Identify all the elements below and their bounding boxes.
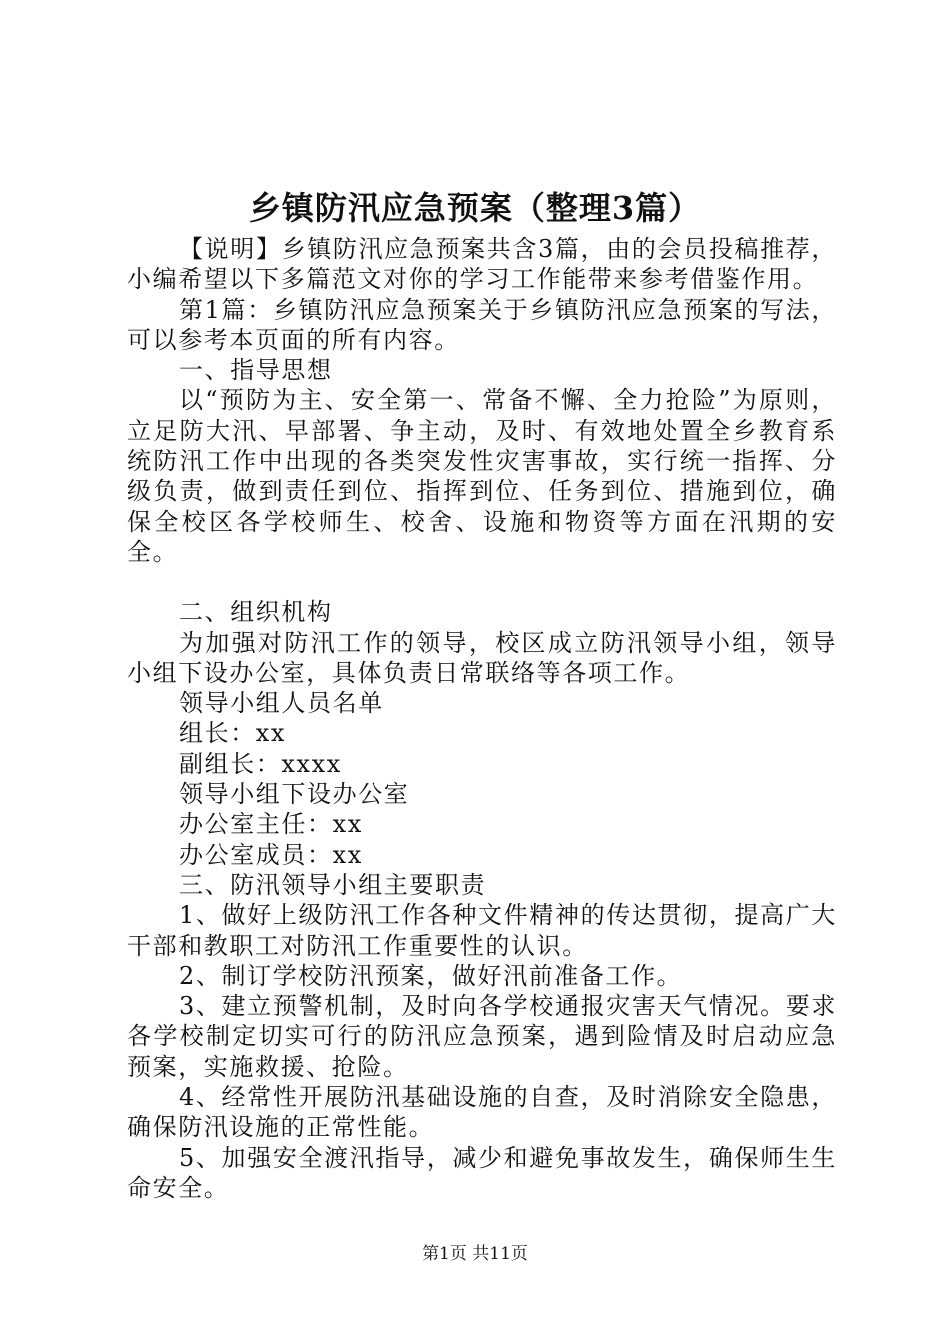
section-heading-organization: 二、组织机构 [179,598,333,627]
leader-line: 组长：xx [179,719,287,748]
section-heading-guiding-thought: 一、指导思想 [179,356,333,385]
office-heading: 领导小组下设办公室 [179,780,410,809]
organization-paragraph: 为加强对防汛工作的领导，校区成立防汛领导小组，领导小组下设办公室，具体负责日常联络等各项工作。 [127,628,837,687]
section-heading-duties: 三、防汛领导小组主要职责 [179,870,487,899]
part-one-paragraph: 第1篇：乡镇防汛应急预案关于乡镇防汛应急预案的写法，可以参考本页面的所有内容。 [127,295,837,354]
office-director-line: 办公室主任：xx [179,810,363,839]
duty-item: 5、加强安全渡汛指导，减少和避免事故发生，确保师生生命安全。 [127,1143,837,1202]
deputy-leader-line: 副组长：xxxx [179,749,342,778]
member-list-heading: 领导小组人员名单 [179,689,384,718]
document-body [127,234,837,1203]
duty-item: 2、制订学校防汛预案，做好汛前准备工作。 [179,961,683,990]
intro-paragraph: 【说明】乡镇防汛应急预案共含3篇，由的会员投稿推荐，小编希望以下多篇范文对你的学习工作能带来参考借鉴作用。 [127,235,837,294]
page-number-footer: 第1页 共11页 [422,1244,528,1264]
duty-item: 4、经常性开展防汛基础设施的自查，及时消除安全隐患，确保防汛设施的正常性能。 [127,1083,837,1142]
guiding-thought-paragraph: 以“预防为主、安全第一、常备不懈、全力抢险”为原则，立足防大汛、早部署、争主动，及时、有效地处置全乡教育系统防汛工作中出现的各类突发性灾害事故，实行统一指挥、分级负责，做到责任到位、指挥到位、任务到位、措施到位，确保全校区各学校师生、校舍、设施和物资等方面在汛期的安全。 [127,386,837,566]
duty-item: 1、做好上级防汛工作各种文件精神的传达贯彻，提高广大干部和教职工对防汛工作重要性的认识。 [127,901,837,960]
duty-item: 3、建立预警机制，及时向各学校通报灾害天气情况。要求各学校制定切实可行的防汛应急预案，遇到险情及时启动应急预案，实施救援、抢险。 [127,992,837,1081]
document-title: 乡镇防汛应急预案（整理3篇） [248,189,702,227]
office-members-line: 办公室成员：xx [179,840,363,869]
